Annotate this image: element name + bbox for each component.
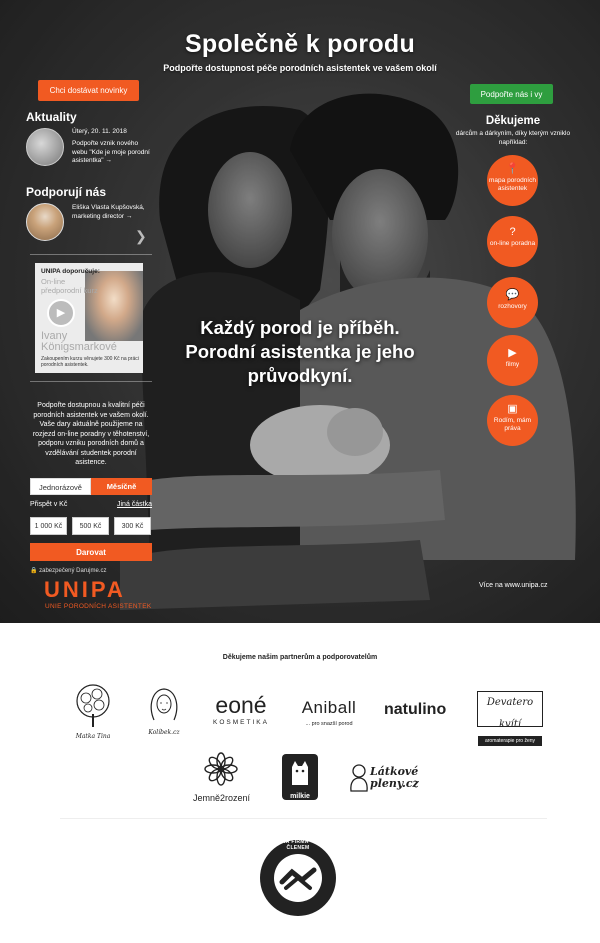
baby-icon	[348, 764, 370, 792]
online-advice-label: on-line poradna	[489, 240, 536, 247]
partner-name: Matka Tina	[75, 733, 111, 740]
support-us-button[interactable]: Podpořte nás i vy	[470, 84, 553, 104]
partners-heading: Děkujeme našim partnerům a podporovatelům	[222, 654, 378, 661]
interviews-button[interactable]	[487, 277, 538, 328]
supporters-heading: Podporují nás	[26, 185, 107, 199]
page-subtitle: Podpořte dostupnost péče porodních asistentek ve vašem okolí	[163, 63, 437, 73]
fair-company-badge[interactable]	[258, 838, 338, 918]
tree-icon	[64, 684, 122, 728]
other-amount-link[interactable]: Jiná částka	[117, 501, 153, 508]
news-thumbnail[interactable]	[26, 128, 64, 166]
map-button[interactable]	[487, 155, 538, 206]
donation-one-time-tab[interactable]: Jednorázově	[30, 478, 91, 495]
donation-monthly-tab[interactable]: Měsíčně	[91, 478, 152, 495]
supporter-avatar[interactable]	[26, 203, 64, 241]
divider	[30, 381, 152, 382]
amount-option[interactable]: 500 Kč	[72, 517, 109, 535]
partner-name: milkie	[290, 793, 310, 800]
news-heading: Aktuality	[26, 110, 77, 124]
rights-button[interactable]	[487, 395, 538, 446]
chat-icon: 💬	[505, 289, 520, 301]
map-label: mapa porodních asistentek	[489, 177, 536, 192]
partner-logo-kolibek[interactable]	[146, 686, 182, 734]
amount-label: Přispět v Kč	[30, 501, 68, 508]
badge-text: SLUŠNÁ FIRMA · JSME ČLENEM	[267, 839, 329, 851]
newsletter-button[interactable]: Chci dostávat novinky	[38, 80, 139, 101]
partner-logo-jemne-zrozeni[interactable]	[193, 752, 249, 802]
partner-name: Aniball	[301, 698, 357, 717]
rights-label: Rodím, mám práva	[493, 417, 532, 432]
partner-logo-matka-tina[interactable]	[64, 684, 122, 740]
presentation-icon: ▣	[507, 403, 518, 415]
woman-face-icon	[146, 686, 182, 724]
course-card[interactable]	[35, 263, 143, 373]
unipa-website-link[interactable]: Více na www.unipa.cz	[479, 582, 548, 589]
divider	[30, 254, 152, 255]
partner-tagline: ... pro snazší porod	[305, 721, 353, 727]
partner-name: Devatero kvítí	[486, 697, 534, 730]
films-label: filmy	[505, 361, 520, 368]
partner-logo-latkove-pleny[interactable]	[348, 760, 428, 796]
partner-tagline: KOSMETIKA	[213, 719, 269, 726]
thanks-subtitle: dárcům a dárkyním, díky kterým vzniklo například:	[455, 130, 571, 146]
thanks-heading: Děkujeme	[485, 115, 541, 127]
page-title: Společně k porodu	[184, 30, 416, 58]
news-link[interactable]: Podpořte vznik nového webu "Kde je moje porodní asistentka" →	[72, 140, 150, 164]
play-icon[interactable]: ▶	[47, 299, 75, 327]
partner-logo-milkie[interactable]	[282, 754, 318, 800]
partner-tagline: aromaterapie pro ženy	[478, 736, 542, 746]
partner-logo-aniball[interactable]	[296, 699, 362, 731]
unipa-logo-subtitle: UNIE PORODNÍCH ASISTENTEK	[45, 603, 152, 610]
supporter-link[interactable]: Eliška Vlasta Kupšovská, marketing director →	[72, 204, 145, 220]
partner-logo-devatero-kviti[interactable]	[477, 691, 543, 744]
question-icon: ?	[509, 226, 516, 238]
donate-button[interactable]: Darovat	[30, 543, 152, 561]
unipa-logo[interactable]: UNIPA	[44, 577, 126, 602]
partner-name: Kolíbek.cz	[148, 729, 180, 736]
interviews-label: rozhovory	[498, 303, 527, 310]
chevron-right-icon[interactable]: ❯	[135, 228, 147, 244]
mandala-icon	[204, 752, 238, 786]
partner-name: eoné	[215, 692, 267, 718]
donate-description: Podpořte dostupnou a kvalitní péči porodních asistentek ve vašem okolí. Vaše dary aktuálně použijeme na rozjezd on-line poradny v těhotenství, podporu vzniku porodních domů a vzdělávání studentek porodní asistence.	[32, 402, 150, 466]
partner-name: Jemně2rození	[193, 793, 251, 803]
partner-logo-eone[interactable]	[208, 694, 274, 730]
course-note: Zakoupením kurzu věnujete 300 Kč na práci porodních asistentek.	[41, 356, 139, 368]
films-button[interactable]	[487, 335, 538, 386]
course-name: Ivany Königsmarkové	[41, 330, 117, 353]
amount-option[interactable]: 300 Kč	[114, 517, 151, 535]
partner-logo-natulino[interactable]: natulino	[384, 701, 447, 718]
news-date: Úterý, 20. 11. 2018	[72, 128, 127, 135]
secure-payment-note[interactable]: 🔒 zabezpečený Darujme.cz	[30, 568, 107, 574]
map-pin-icon: 📍	[505, 163, 520, 175]
video-icon: ▶	[508, 347, 517, 359]
partner-name: Látkové pleny.cz	[370, 765, 419, 790]
hero-quote: Každý porod je příběh. Porodní asistentka je jeho průvodkyní.	[185, 317, 415, 386]
divider	[60, 818, 547, 819]
online-advice-button[interactable]	[487, 216, 538, 267]
amount-option[interactable]: 1 000 Kč	[30, 517, 67, 535]
course-title: On-line předporodní kurz	[41, 277, 98, 295]
course-brand: UNIPA doporučuje:	[41, 268, 100, 275]
cat-icon	[288, 757, 312, 787]
